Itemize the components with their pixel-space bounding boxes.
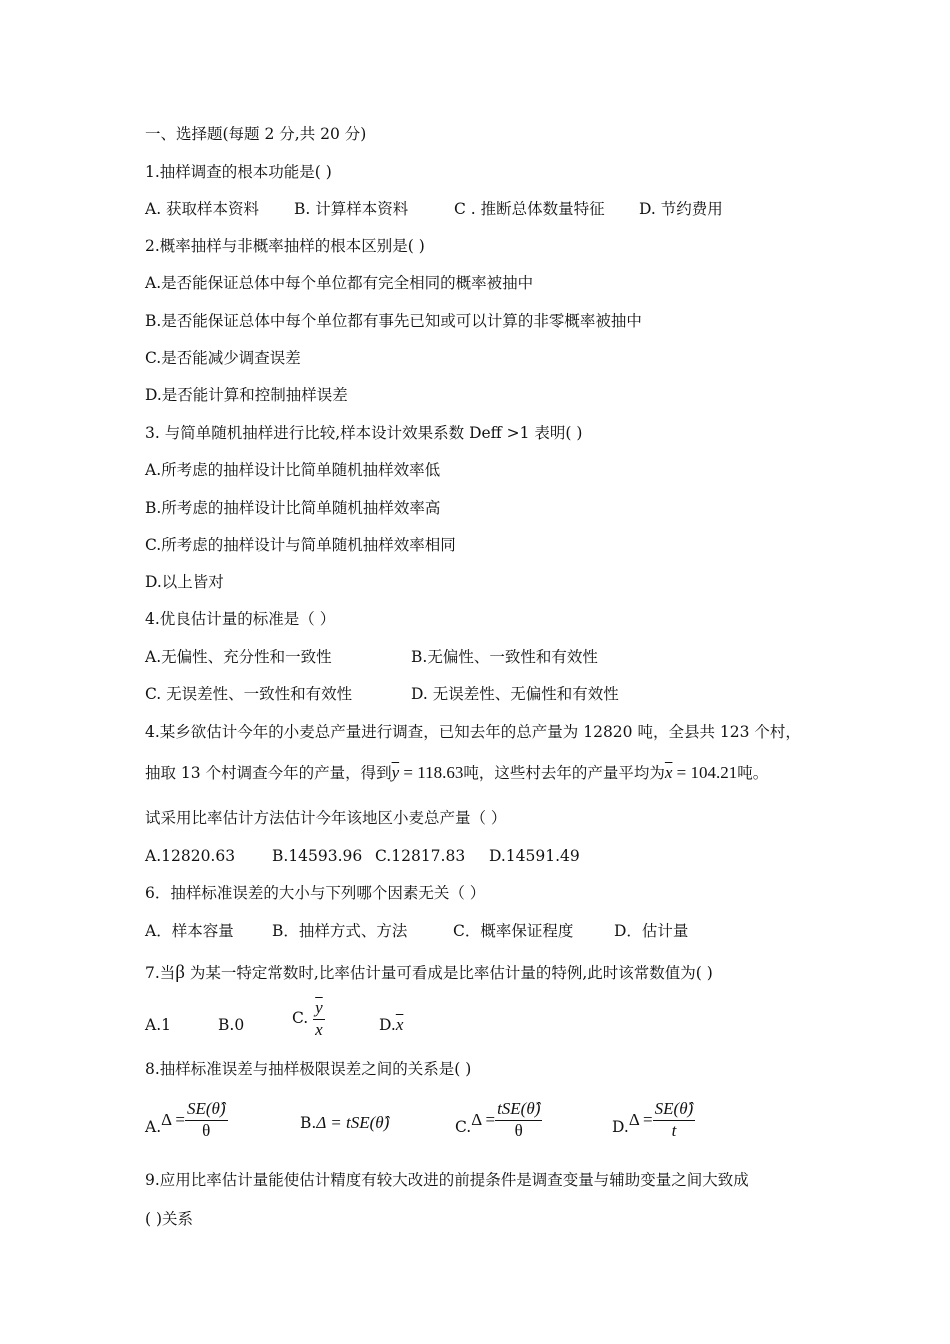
question-7-option-c — [292, 999, 325, 1039]
question-4-option-c: C. 无误差性、一致性和有效性 — [145, 685, 353, 703]
fraction-denominator: t — [671, 1120, 677, 1140]
question-1-option-b: B. 计算样本资料 — [294, 200, 409, 218]
question-6-option-d: D．估计量 — [614, 922, 689, 940]
question-4-option-d: D. 无误差性、无偏性和有效性 — [411, 685, 619, 703]
question-8-stem: 8.抽样标准误差与抽样极限误差之间的关系是( ) — [145, 1060, 472, 1078]
question-6-option-a: A．样本容量 — [145, 922, 234, 940]
formula-expression: Δ = tSE(θ̂) — [316, 1113, 390, 1132]
question-8-option-d-label: D. — [612, 1118, 629, 1137]
question-5-stem-line1: 4.某乡欲估计今年的小麦总产量进行调查，已知去年的总产量为 12820 吨，全县共 123 个村， — [145, 723, 801, 741]
question-1-option-c: C . 推断总体数量特征 — [454, 200, 605, 218]
question-8-option-a — [145, 1100, 228, 1140]
question-6-stem: 6．抽样标准误差的大小与下列哪个因素无关（ ） — [145, 884, 486, 902]
question-4-option-a: A.无偏性、充分性和一致性 — [145, 648, 332, 666]
beta-symbol: β — [175, 962, 185, 983]
question-5-text-b: 吨，这些村去年的产量平均为 — [463, 764, 665, 782]
question-4-stem: 4.优良估计量的标准是（ ） — [145, 610, 336, 628]
question-7-option-c-label: C. — [292, 1009, 309, 1028]
fraction-numerator: $\overline{y}$ — [313, 999, 325, 1020]
question-8-option-c — [455, 1100, 542, 1140]
question-7-text-a: 7.当 — [145, 964, 176, 982]
x-bar-symbol: $\overline{x}$ — [664, 763, 673, 782]
question-5-option-d: D.14591.49 — [489, 847, 580, 865]
question-1-stem: 1.抽样调查的根本功能是( ) — [145, 163, 332, 181]
formula-fraction — [185, 1100, 228, 1140]
question-5-stem-line2 — [145, 763, 768, 783]
question-8-option-b-label: B. — [300, 1114, 317, 1132]
question-3-option-a: A.所考虑的抽样设计比简单随机抽样效率低 — [145, 461, 441, 479]
delta-equals: Δ = — [628, 1110, 653, 1130]
question-1-option-a: A. 获取样本资料 — [145, 200, 260, 218]
question-2-stem: 2.概率抽样与非概率抽样的根本区别是( ) — [145, 237, 425, 255]
question-1-option-d: D. 节约费用 — [639, 200, 723, 218]
question-7-option-b: B.0 — [218, 1016, 245, 1034]
question-5-text-a: 抽取 13 个村调查今年的产量，得到 — [145, 764, 392, 782]
delta-equals: Δ = — [471, 1110, 496, 1130]
question-2-option-c: C.是否能减少调查误差 — [145, 349, 301, 367]
question-5-option-c: C.12817.83 — [375, 847, 466, 865]
question-6-option-c: C．概率保证程度 — [453, 922, 574, 940]
fraction-numerator: tSE(θ̂) — [495, 1100, 542, 1121]
fraction-numerator: SE(θ̂) — [653, 1100, 696, 1121]
question-2-option-b: B.是否能保证总体中每个单位都有事先已知或可以计算的非零概率被抽中 — [145, 312, 642, 330]
question-6-option-b: B．抽样方式、方法 — [272, 922, 408, 940]
question-8-option-a-label: A. — [145, 1118, 162, 1137]
question-3-option-b: B.所考虑的抽样设计比简单随机抽样效率高 — [145, 499, 441, 517]
y-over-x-fraction — [313, 999, 325, 1039]
question-7-option-a: A.1 — [145, 1016, 171, 1034]
question-2-option-a: A.是否能保证总体中每个单位都有完全相同的概率被抽中 — [145, 274, 534, 292]
question-2-option-d: D.是否能计算和控制抽样误差 — [145, 386, 348, 404]
y-bar-value: = 118.63 — [399, 763, 464, 782]
question-8-option-c-label: C. — [455, 1118, 472, 1137]
question-3-option-d: D.以上皆对 — [145, 573, 224, 591]
question-7-option-d — [379, 1015, 403, 1035]
question-9-stem-line2: ( )关系 — [145, 1210, 194, 1228]
question-5-option-b: B.14593.96 — [272, 847, 363, 865]
y-bar-symbol: $\overline{y}$ — [391, 763, 400, 782]
question-3-stem: 3. 与简单随机抽样进行比较,样本设计效果系数 Deff >1 表明( ) — [145, 424, 583, 442]
x-bar-symbol: $\overline{x}$ — [395, 1015, 404, 1034]
question-5-option-a: A.12820.63 — [145, 847, 236, 865]
question-8-option-b — [300, 1113, 389, 1133]
fraction-denominator: x — [315, 1019, 323, 1039]
fraction-numerator: SE(θ̂) — [185, 1100, 228, 1121]
x-bar-value: = 104.21 — [672, 763, 738, 782]
fraction-denominator: θ — [202, 1120, 211, 1140]
question-3-option-c: C.所考虑的抽样设计与简单随机抽样效率相同 — [145, 536, 456, 554]
question-8-option-d — [612, 1100, 695, 1140]
question-9-stem-line1: 9.应用比率估计量能使估计精度有较大改进的前提条件是调查变量与辅助变量之间大致成 — [145, 1171, 749, 1189]
question-5-stem-line3: 试采用比率估计方法估计今年该地区小麦总产量（ ） — [145, 809, 507, 827]
question-7-stem — [145, 963, 713, 983]
fraction-denominator: θ — [514, 1120, 523, 1140]
question-7-text-b: 为某一特定常数时,比率估计量可看成是比率估计量的特例,此时该常数值为( ) — [184, 964, 713, 982]
question-5-text-c: 吨。 — [737, 764, 769, 782]
delta-equals: Δ = — [161, 1110, 185, 1130]
question-4-option-b: B.无偏性、一致性和有效性 — [411, 648, 598, 666]
question-7-option-d-label: D. — [379, 1016, 396, 1034]
formula-fraction — [653, 1100, 696, 1140]
formula-fraction — [495, 1100, 542, 1140]
section-title: 一、选择题(每题 2 分,共 20 分) — [145, 125, 367, 143]
